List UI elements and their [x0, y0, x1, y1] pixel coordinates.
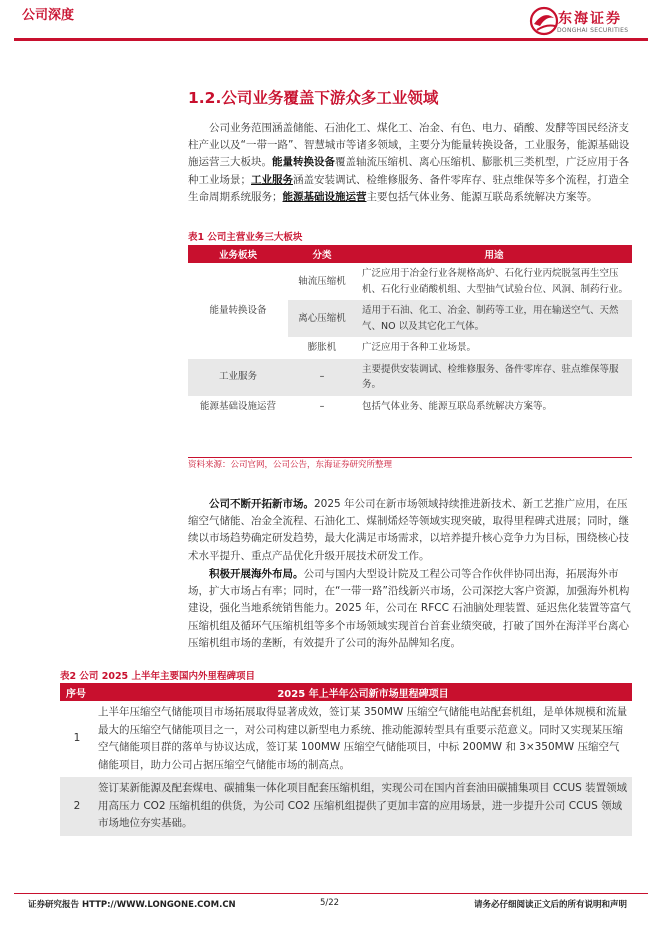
intro-bold-service: 工业服务: [251, 173, 293, 186]
category-cell: –: [288, 359, 356, 396]
market-body: 2025 年公司在新市场领域持续推进新技术、新工艺推广应用，在压缩空气储能、冶金全流程、石油化工、煤制烯烃等领域实现突破，取得里程碑式进展；同时，继续以市场趋势确定研发趋势，最大化满足市场需求，以培养提升核心竞争力为目标，围绕核心技术水平提升、重点产品优化升级开展技术研发工作。: [188, 498, 629, 562]
use-cell: 包括气体业务、能源互联岛系统解决方案等。: [362, 400, 553, 412]
logo-swirl-icon: [531, 8, 557, 34]
table-row: [60, 777, 632, 836]
logo-subtitle: DONGHAI SECURITIES: [557, 27, 629, 34]
use-cell: 适用于石油、化工、冶金、制药等工业，用在输送空气、天然气、NO 以及其它化工气体。: [356, 300, 632, 337]
col-header-category: 分类: [288, 245, 356, 263]
intro-text-1: 公司业务范围涵盖储能、石油化工、煤化工、冶金、有色、电力、硝酸、发酵等国民经济支柱产业以及“一带一路”、智慧城市等诸多领域，主要分为能量转换设备，工业服务，能源基础设施运营三大板块。: [188, 122, 630, 169]
intro-paragraph: [188, 120, 632, 206]
row-number: 1: [73, 732, 81, 745]
intro-bold-energy: 能量转换设备: [272, 156, 335, 169]
segment-cell: 工业服务: [188, 359, 288, 396]
use-cell: 主要提供安装调试、检维修服务、备件零库存、驻点维保等服务。: [356, 359, 632, 396]
col-header-project: 2025 年上半年公司新市场里程碑项目: [94, 683, 632, 701]
market-lead: 公司不断开拓新市场。: [209, 498, 314, 510]
intro-text-3: 涵盖安装调试、检维修服务、备件零库存、驻点维保等多个流程，打造全生命周期系统服务；: [188, 173, 629, 203]
business-segments-table: [188, 245, 632, 417]
page-number: 5/22: [320, 898, 340, 908]
milestone-projects-table: [60, 683, 632, 836]
col-header-use: 用途: [356, 245, 632, 263]
overseas-paragraph: [188, 566, 632, 652]
overseas-body: 公司与国内大型设计院及工程公司等合作伙伴协同出海，拓展海外市场，扩大市场占有率；同时，在“一带一路”沿线新兴市场，公司深挖大客户资源，加强海外机构建设，强化当地系统销售能力。2025 年，公司在 RFCC 石油脑处理装置、延迟焦化装置等富气压缩机组及循环气压缩机组等多个市场领域实现首台首套业绩突破，打破了国外在海洋平台离心压缩机组市场的垄断，有效提升了公司的海外品牌知名度。: [188, 568, 631, 649]
report-category-tag: 公司深度: [22, 8, 75, 23]
category-cell: –: [319, 400, 325, 412]
logo-name: 东海证券: [558, 11, 622, 27]
footer-disclaimer: 请务必仔细阅读正文后的所有说明和声明: [474, 900, 628, 910]
col-header-num: 序号: [60, 683, 94, 701]
category-cell: 离心压缩机: [288, 300, 356, 337]
use-cell: 广泛应用于各种工业场景。: [362, 342, 477, 353]
table1-caption: 表1 公司主营业务三大板块: [188, 232, 303, 243]
table-row: [188, 396, 632, 418]
segment-cell: 能源基础设施运营: [199, 400, 276, 412]
table1-source: 资料来源：公司官网，公司公告，东海证券研究所整理: [188, 460, 393, 470]
category-cell: 轴流压缩机: [298, 275, 346, 287]
use-cell: 广泛应用于冶金行业各规格高炉、石化行业丙烷脱氢再生空压机、石化行业硝酸机组、大型抽气试验台位、风洞、制药行业。: [362, 268, 629, 295]
intro-text-4: 主要包括气体业务、能源互联岛系统解决方案等。: [366, 190, 598, 203]
section-title: 1.2.公司业务覆盖下游众多工业领域: [188, 89, 439, 107]
intro-bold-infra: 能源基础设施运营: [282, 190, 367, 203]
project-text: 上半年压缩空气储能项目市场拓展取得显著成效，签订某 350MW 压缩空气储能电站配套机组，是单体规模和流量最大的压缩空气储能项目之一，对公司构建以新型电力系统、推动能源转型具有重要示范意义。同时又实现某压缩空气储能项目群的落单与协议达成，签订某 100MW 压缩空气储能项目，中标 200MW 和 3×350MW 压缩空气储能项目，助力公司占据压缩空气储能市场的制高点。: [98, 706, 628, 771]
footer-left: 证券研究报告 HTTP://WWW.LONGONE.COM.CN: [28, 900, 236, 910]
table-header-row: [188, 245, 632, 263]
row-number: 2: [60, 777, 94, 836]
category-cell: 膨胀机: [307, 342, 337, 353]
table-header-row: [60, 683, 632, 701]
table-row: [60, 701, 632, 777]
table2-caption: 表2 公司 2025 上半年主要国内外里程碑项目: [60, 671, 255, 682]
footer-rule: [14, 893, 648, 894]
table-row: [188, 359, 632, 396]
project-text: 签订某新能源及配套煤电、碳捕集一体化项目配套压缩机组，实现公司在国内首套油田碳捕集项目 CCUS 装置领域用高压力 CO2 压缩机组的供货，为公司 CO2 压缩机组提供了更加丰富的应用场景，进一步提升公司 CCUS 领域市场地位夯实基础。: [94, 777, 632, 836]
header-rule: [14, 38, 648, 41]
table-row: [188, 263, 632, 300]
overseas-lead: 积极开展海外布局。: [209, 568, 304, 580]
col-header-segment: 业务板块: [188, 245, 288, 263]
market-paragraph: [188, 496, 632, 565]
intro-text-2: 覆盖轴流压缩机、离心压缩机、膨胀机三类机型，广泛应用于各种工业场景；: [188, 156, 629, 186]
segment-cell: 能量转换设备: [209, 305, 267, 316]
